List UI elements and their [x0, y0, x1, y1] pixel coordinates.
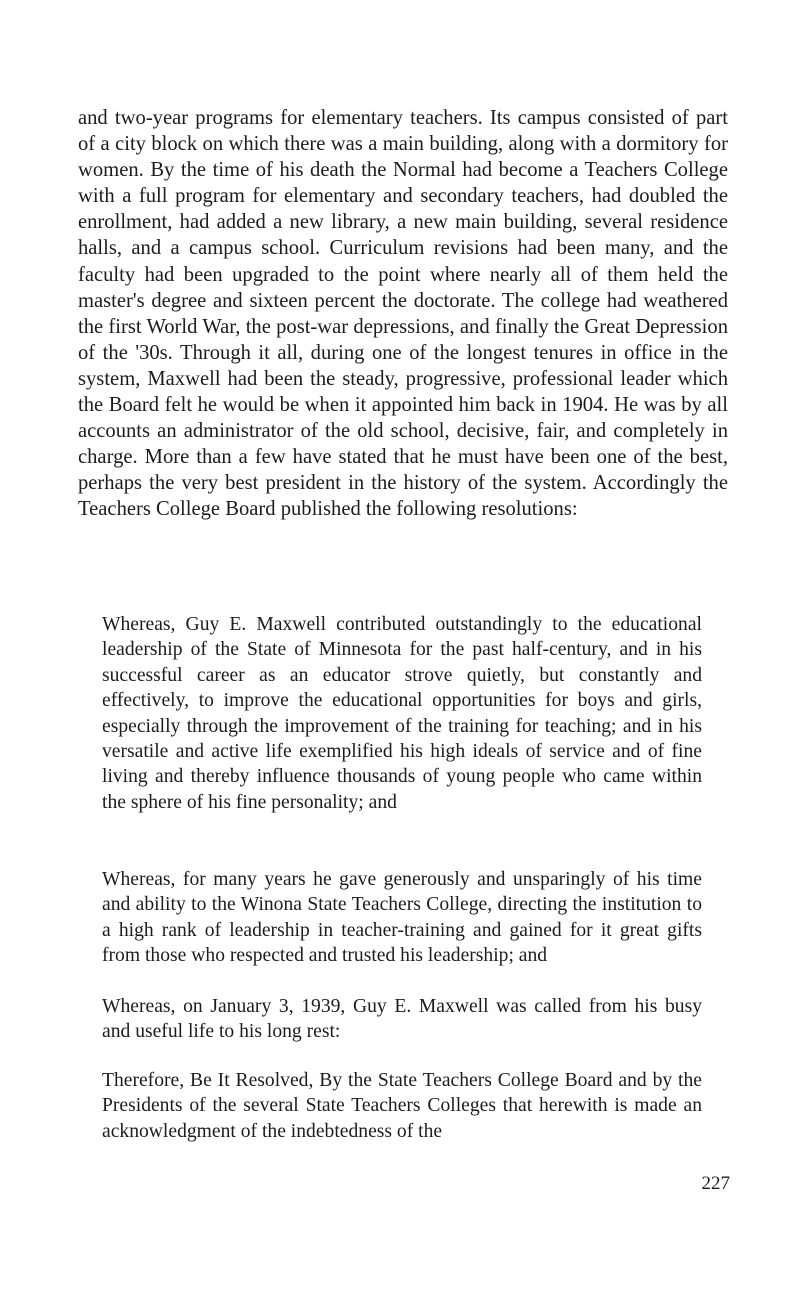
- page-number: 227: [701, 1173, 730, 1194]
- body-paragraph: and two-year programs for elementary teachers. Its campus consisted of part of a city block on which there was a main building, along with a dormitory for women. By the time of his death the Normal had become a Teachers College with a full program for elementary and secondary teachers, had doubled the enrollment, had added a new library, a new main building, several residence halls, and a campus school. Curriculum revisions had been many, and the faculty had been upgraded to the point where nearly all of them held the master's degree and sixteen percent the doctorate. The college had weathered the first World War, the post-war depressions, and finally the Great Depression of the '30s. Through it all, during one of the longest tenures in office in the system, Maxwell had been the steady, progressive, professional leader which the Board felt he would be when it appointed him back in 1904. He was by all accounts an administrator of the old school, decisive, fair, and completely in charge. More than a few have stated that he must have been one of the best, perhaps the very best president in the history of the system. Accordingly the Teachers College Board published the following resolutions:: [78, 107, 728, 521]
- resolution-paragraph-1: Whereas, Guy E. Maxwell contributed outstandingly to the educational leadership of the State of Minnesota for the past half-century, and in his successful career as an educator strove quietly, but constantly and effectively, to improve the educational opportunities for boys and girls, especially through the improvement of the training for teaching; and in his versatile and active life exemplified his high ideals of service and of fine living and thereby influence thousands of young people who came within the sphere of his fine personality; and: [102, 614, 702, 813]
- resolution-paragraph-3: Whereas, on January 3, 1939, Guy E. Maxwell was called from his busy and useful life to his long rest:: [102, 996, 702, 1043]
- resolution-paragraph-4: Therefore, Be It Resolved, By the State Teachers College Board and by the Presidents of the several State Teachers Colleges that herewith is made an acknowledgment of the indebtedness of the: [102, 1070, 702, 1142]
- resolution-paragraph-2: Whereas, for many years he gave generously and unsparingly of his time and ability to the Winona State Teachers College, directing the institution to a high rank of leadership in teacher-training and gained for it great gifts from those who respected and trusted his leadership; and: [102, 869, 702, 967]
